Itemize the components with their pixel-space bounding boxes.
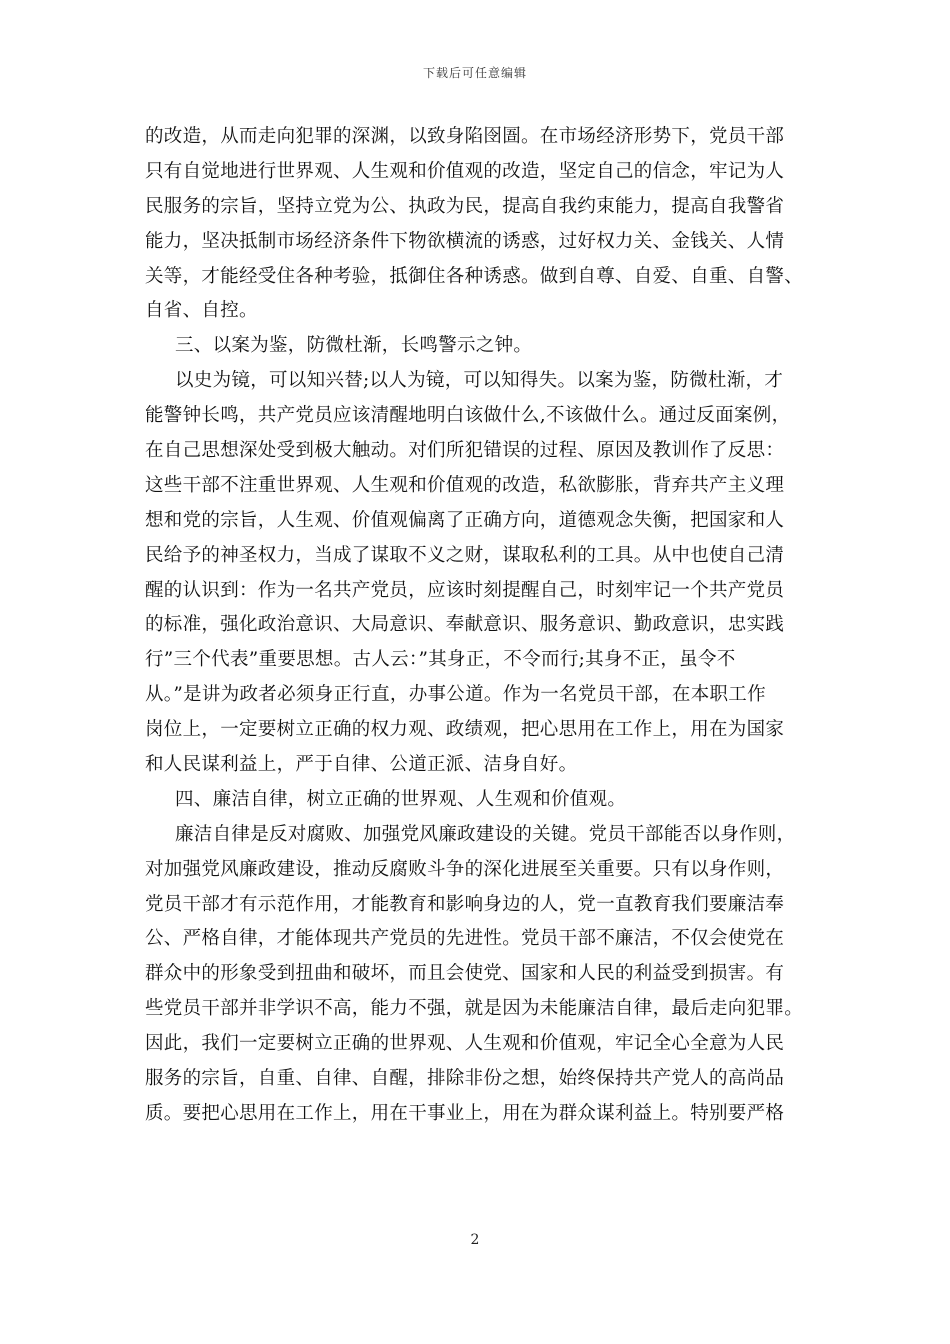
text-line: 服务的宗旨，自重、自律、自醒，排除非份之想，始终保持共产党人的高尚品 (145, 1068, 785, 1090)
text-line: 醒的认识到：作为一名共产党员，应该时刻提醒自己，时刻牢记一个共产党员 (145, 579, 785, 601)
page-header: 下载后可任意编辑 (422, 66, 527, 80)
text-line: 民给予的神圣权力，当成了谋取不义之财，谋取私利的工具。从中也使自己清 (145, 544, 785, 566)
document-body (145, 120, 821, 1132)
page-number: 2 (470, 1232, 480, 1248)
text-line: 行”三个代表”重要思想。古人云：”其身正，不令而行;其身不正，虽令不 (145, 649, 736, 671)
text-line: 从。”是讲为政者必须身正行直，办事公道。作为一名党员干部，在本职工作 (145, 684, 766, 706)
text-line: 这些干部不注重世界观、人生观和价值观的改造，私欲膨胀，背弃共产主义理 (145, 474, 785, 496)
text-line: 因此，我们一定要树立正确的世界观、人生观和价值观，牢记全心全意为人民 (145, 1033, 785, 1055)
text-line: 些党员干部并非学识不高，能力不强，就是因为未能廉洁自律，最后走向犯罪。 (145, 998, 804, 1020)
text-line: 能警钟长鸣，共产党员应该清醒地明白该做什么,不该做什么。通过反面案例， (145, 405, 791, 427)
text-line: 民服务的宗旨，坚持立党为公、执政为民，提高自我约束能力，提高自我警省 (145, 195, 785, 217)
text-line: 的标准，强化政治意识、大局意识、奉献意识、服务意识、勤政意识，忠实践 (145, 614, 785, 636)
text-line: 以史为镜，可以知兴替;以人为镜，可以知得失。以案为鉴，防微杜渐，才 (175, 370, 784, 392)
text-line: 质。要把心思用在工作上，用在干事业上，用在为群众谋利益上。特别要严格 (145, 1102, 785, 1124)
text-line: 想和党的宗旨，人生观、价值观偏离了正确方向，道德观念失衡，把国家和人 (145, 509, 785, 531)
text-line: 对加强党风廉政建设，推动反腐败斗争的深化进展至关重要。只有以身作则， (145, 858, 785, 880)
text-line: 四、廉洁自律，树立正确的世界观、人生观和价值观。 (175, 788, 627, 810)
text-line: 关等，才能经受住各种考验，抵御住各种诱惑。做到自尊、自爱、自重、自警、 (145, 265, 804, 287)
text-line: 岗位上，一定要树立正确的权力观、政绩观，把心思用在工作上，用在为国家 (145, 719, 785, 741)
text-line: 在自己思想深处受到极大触动。对们所犯错误的过程、原因及教训作了反思： (145, 440, 785, 462)
text-line: 自省、自控。 (145, 300, 258, 322)
text-line: 只有自觉地进行世界观、人生观和价值观的改造，坚定自己的信念，牢记为人 (145, 160, 785, 182)
text-line: 廉洁自律是反对腐败、加强党风廉政建设的关键。党员干部能否以身作则， (175, 823, 796, 845)
text-line: 的改造，从而走向犯罪的深渊，以致身陷囹圄。在市场经济形势下，党员干部 (145, 126, 785, 147)
text-line: 群众中的形象受到扭曲和破坏，而且会使党、国家和人民的利益受到损害。有 (145, 963, 785, 985)
text-line: 和人民谋利益上，严于自律、公道正派、洁身自好。 (145, 754, 578, 776)
text-line: 三、以案为鉴，防微杜渐，长鸣警示之钟。 (175, 335, 533, 357)
text-line: 党员干部才有示范作用，才能教育和影响身边的人，党一直教育我们要廉洁奉 (145, 893, 785, 915)
text-line: 能力，坚决抵制市场经济条件下物欲横流的诱惑，过好权力关、金钱关、人情 (145, 230, 785, 252)
text-line: 公、严格自律，才能体现共产党员的先进性。党员干部不廉洁，不仅会使党在 (145, 928, 785, 950)
